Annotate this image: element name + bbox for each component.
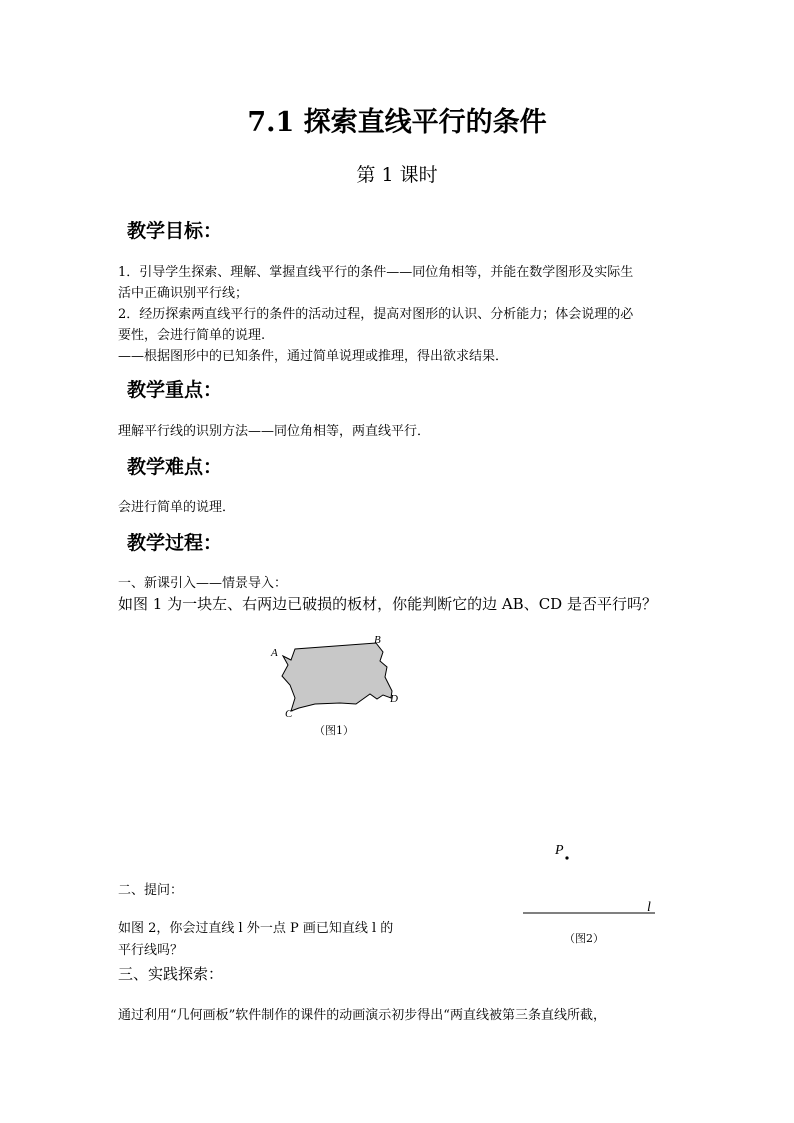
point-p (565, 856, 568, 859)
difficulty-text: 会进行简单的说理． (118, 500, 236, 515)
figure-1-caption: （图1） (314, 724, 354, 737)
line-l-label: l (647, 900, 651, 915)
broken-board-shape (282, 643, 392, 711)
objectives-heading: 教学目标： (127, 220, 223, 242)
objective-line-2: 活中正确识别平行线； (118, 286, 249, 301)
intro-question: 如图 1 为一块左、右两边已破损的板材，你能判断它的边 AB、CD 是否平行吗？ (118, 595, 657, 613)
figure-2-line-and-point (515, 838, 665, 923)
vertex-d-label: D (390, 693, 398, 705)
objective-line-1: 1．引导学生探索、理解、掌握直线平行的条件——同位角相等，并能在数学图形及实际生 (118, 265, 634, 280)
objective-line-5: ——根据图形中的已知条件，通过简单说理或推理，得出欲求结果． (118, 349, 509, 364)
practice-text: 通过利用“几何画板”软件制作的课件的动画演示初步得出“两直线被第三条直线所截， (118, 1008, 606, 1023)
figure-2-caption: （图2） (564, 932, 604, 945)
intro-title: 一、新课引入——情景导入： (118, 576, 288, 591)
figure-1-broken-board (265, 630, 415, 720)
practice-title: 三、实践探索： (118, 965, 224, 983)
key-point-text: 理解平行线的识别方法——同位角相等，两直线平行． (118, 424, 431, 439)
question-title: 二、提问： (118, 883, 184, 898)
objective-line-3: 2．经历探索两直线平行的条件的活动过程，提高对图形的认识、分析能力；体会说理的必 (118, 307, 634, 322)
vertex-b-label: B (374, 634, 381, 646)
question-line-1: 如图 2，你会过直线 l 外一点 P 画已知直线 l 的 (118, 921, 394, 936)
difficulty-heading: 教学难点： (127, 456, 223, 478)
process-heading: 教学过程： (127, 532, 223, 554)
point-p-label: P (555, 843, 564, 858)
vertex-a-label: A (271, 647, 278, 659)
vertex-c-label: C (285, 708, 293, 720)
question-line-2: 平行线吗？ (118, 943, 184, 958)
lesson-subtitle: 第 1 课时 (356, 164, 438, 186)
key-point-heading: 教学重点： (127, 379, 223, 401)
page-title: 7.1 探索直线平行的条件 (247, 107, 547, 138)
objective-line-4: 要性，会进行简单的说理. (118, 328, 266, 343)
